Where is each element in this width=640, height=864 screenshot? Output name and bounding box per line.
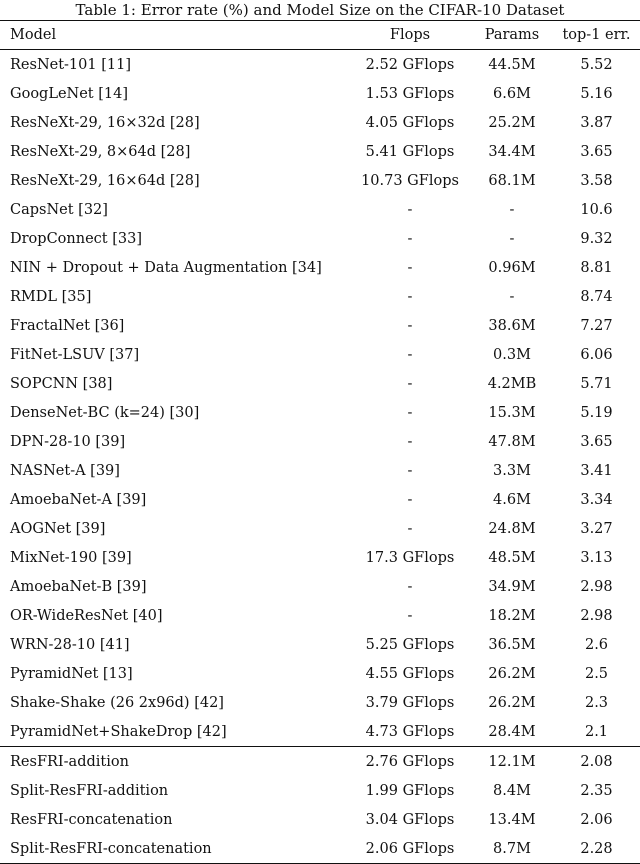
- cell-top1: 2.98: [580, 607, 613, 624]
- cell-params: 47.8M: [488, 433, 536, 450]
- table-row: [0, 776, 640, 805]
- cell-flops: -: [407, 288, 413, 305]
- cell-model: MixNet-190 [39]: [10, 549, 132, 566]
- cell-model: AmoebaNet-A [39]: [10, 491, 147, 508]
- cell-top1: 3.13: [580, 549, 613, 566]
- cell-model: ResFRI-addition: [0, 747, 349, 777]
- cell-flops: 2.52 GFlops: [365, 56, 455, 73]
- cell-flops: 1.53 GFlops: [365, 85, 455, 102]
- cell-params: 68.1M: [488, 172, 536, 189]
- cell-model: ResNeXt-29, 16×64d [28]: [10, 172, 200, 189]
- cell-flops: 4.55 GFlops: [365, 665, 455, 682]
- cell-top1: 3.65: [580, 143, 613, 160]
- cell-params: 26.2M: [488, 665, 536, 682]
- table-row: [0, 137, 640, 166]
- table-row: [0, 253, 640, 282]
- cell-top1: 9.32: [580, 230, 613, 247]
- cell-params: 13.4M: [488, 811, 536, 828]
- cell-params: 18.2M: [488, 607, 536, 624]
- cell-flops: 4.05 GFlops: [365, 114, 455, 131]
- table-row: [0, 572, 640, 601]
- cell-params: 12.1M: [471, 747, 553, 777]
- cell-top1: 2.3: [584, 694, 609, 711]
- cell-params: 34.4M: [488, 143, 536, 160]
- cell-model: AOGNet [39]: [10, 520, 106, 537]
- cell-flops: 5.25 GFlops: [365, 636, 455, 653]
- cell-model: PyramidNet+ShakeDrop [42]: [10, 723, 227, 740]
- cell-top1: 2.08: [553, 747, 640, 777]
- cell-flops: 10.73 GFlops: [361, 172, 459, 189]
- cell-top1: 6.06: [580, 346, 613, 363]
- cell-flops: 2.06 GFlops: [349, 834, 471, 864]
- cell-model: ResFRI-concatenation: [10, 811, 173, 828]
- cell-flops: 2.76 GFlops: [349, 747, 471, 777]
- cell-params: 36.5M: [488, 636, 536, 653]
- cell-top1: 8.74: [580, 288, 613, 305]
- cell-flops: -: [407, 317, 413, 334]
- cell-params: 0.3M: [493, 346, 531, 363]
- cell-top1: 5.19: [580, 404, 613, 421]
- cell-flops: -: [407, 375, 413, 392]
- table-row: [0, 747, 640, 777]
- cell-top1: 2.06: [580, 811, 613, 828]
- cell-top1: 2.5: [584, 665, 609, 682]
- table-row: [0, 630, 640, 659]
- cell-top1: 10.6: [580, 201, 613, 218]
- cell-flops: -: [407, 230, 413, 247]
- cell-flops: -: [407, 346, 413, 363]
- cell-model: ResNeXt-29, 8×64d [28]: [10, 143, 191, 160]
- cell-model: ResNeXt-29, 16×32d [28]: [10, 114, 200, 131]
- table-row: [0, 398, 640, 427]
- header-params: Params: [471, 21, 553, 50]
- cell-top1: 3.41: [580, 462, 613, 479]
- cell-top1: 8.81: [580, 259, 613, 276]
- cell-top1: 3.58: [580, 172, 613, 189]
- results-table: [0, 20, 640, 864]
- header-top1: top-1 err.: [553, 21, 640, 50]
- cell-params: -: [509, 288, 515, 305]
- cell-params: 4.6M: [493, 491, 531, 508]
- table-row: [0, 543, 640, 572]
- table-row: [0, 282, 640, 311]
- cell-params: 8.7M: [471, 834, 553, 864]
- table-row: [0, 427, 640, 456]
- cell-flops: -: [407, 607, 413, 624]
- table-row: [0, 108, 640, 137]
- table-caption: Table 1: Error rate (%) and Model Size on the CIFAR-10 Dataset: [75, 1, 565, 19]
- header-model: Model: [0, 21, 349, 50]
- cell-top1: 3.34: [580, 491, 613, 508]
- cell-top1: 2.35: [580, 782, 613, 799]
- cell-params: 24.8M: [488, 520, 536, 537]
- table-row: [0, 456, 640, 485]
- cell-model: ResNet-101 [11]: [10, 56, 131, 73]
- cell-model: CapsNet [32]: [10, 201, 108, 218]
- cell-flops: 3.79 GFlops: [365, 694, 455, 711]
- cell-top1: 3.27: [580, 520, 613, 537]
- table-row: [0, 369, 640, 398]
- cell-flops: -: [407, 433, 413, 450]
- cell-model: DPN-28-10 [39]: [10, 433, 126, 450]
- cell-flops: -: [407, 259, 413, 276]
- cell-flops: -: [407, 520, 413, 537]
- cell-model: Split-ResFRI-concatenation: [0, 834, 349, 864]
- table-row: [0, 688, 640, 717]
- table-row: [0, 50, 640, 80]
- cell-params: -: [509, 230, 515, 247]
- cell-flops: -: [407, 578, 413, 595]
- cell-model: DropConnect [33]: [10, 230, 142, 247]
- header-flops: Flops: [349, 21, 471, 50]
- cell-flops: 17.3 GFlops: [365, 549, 455, 566]
- cell-top1: 2.28: [553, 834, 640, 864]
- cell-top1: 2.6: [584, 636, 609, 653]
- cell-model: FractalNet [36]: [10, 317, 125, 334]
- table-row: [0, 79, 640, 108]
- table-row: [0, 311, 640, 340]
- cell-params: 25.2M: [488, 114, 536, 131]
- cell-model: NASNet-A [39]: [10, 462, 120, 479]
- cell-model: Split-ResFRI-addition: [10, 782, 169, 799]
- table-row: [0, 601, 640, 630]
- cell-params: 6.6M: [493, 85, 531, 102]
- table-row: [0, 195, 640, 224]
- cell-top1: 2.98: [580, 578, 613, 595]
- table-row: [0, 514, 640, 543]
- cell-model: PyramidNet [13]: [10, 665, 133, 682]
- table-header-row: [0, 21, 640, 50]
- cell-flops: -: [407, 491, 413, 508]
- cell-flops: -: [407, 462, 413, 479]
- cell-params: 15.3M: [488, 404, 536, 421]
- cell-flops: 4.73 GFlops: [365, 723, 455, 740]
- cell-params: 28.4M: [488, 723, 536, 740]
- cell-model: DenseNet-BC (k=24) [30]: [10, 404, 200, 421]
- cell-flops: 5.41 GFlops: [365, 143, 455, 160]
- cell-model: OR-WideResNet [40]: [10, 607, 163, 624]
- cell-params: -: [509, 201, 515, 218]
- cell-top1: 3.87: [580, 114, 613, 131]
- cell-params: 4.2MB: [487, 375, 537, 392]
- table-row: [0, 166, 640, 195]
- table-row: [0, 717, 640, 747]
- table-row: [0, 485, 640, 514]
- cell-params: 38.6M: [488, 317, 536, 334]
- table-row: [0, 834, 640, 864]
- table-row: [0, 659, 640, 688]
- cell-top1: 7.27: [580, 317, 613, 334]
- cell-params: 8.4M: [493, 782, 531, 799]
- cell-model: GoogLeNet [14]: [10, 85, 129, 102]
- table-row: [0, 805, 640, 834]
- cell-flops: -: [407, 404, 413, 421]
- cell-params: 0.96M: [488, 259, 536, 276]
- table-row: [0, 340, 640, 369]
- cell-top1: 5.16: [580, 85, 613, 102]
- cell-model: RMDL [35]: [10, 288, 92, 305]
- cell-params: 3.3M: [493, 462, 531, 479]
- cell-flops: 1.99 GFlops: [365, 782, 455, 799]
- cell-flops: -: [407, 201, 413, 218]
- cell-flops: 3.04 GFlops: [365, 811, 455, 828]
- cell-model: SOPCNN [38]: [10, 375, 113, 392]
- table-row: [0, 224, 640, 253]
- cell-model: Shake-Shake (26 2x96d) [42]: [10, 694, 224, 711]
- cell-params: 34.9M: [488, 578, 536, 595]
- cell-params: 48.5M: [488, 549, 536, 566]
- cell-model: NIN + Dropout + Data Augmentation [34]: [10, 259, 322, 276]
- cell-model: FitNet-LSUV [37]: [10, 346, 140, 363]
- cell-top1: 3.65: [580, 433, 613, 450]
- cell-params: 44.5M: [488, 56, 536, 73]
- cell-params: 26.2M: [488, 694, 536, 711]
- cell-top1: 5.71: [580, 375, 613, 392]
- cell-top1: 5.52: [580, 56, 613, 73]
- cell-model: AmoebaNet-B [39]: [10, 578, 147, 595]
- cell-top1: 2.1: [584, 723, 609, 740]
- cell-model: WRN-28-10 [41]: [10, 636, 130, 653]
- table-body: [0, 50, 640, 864]
